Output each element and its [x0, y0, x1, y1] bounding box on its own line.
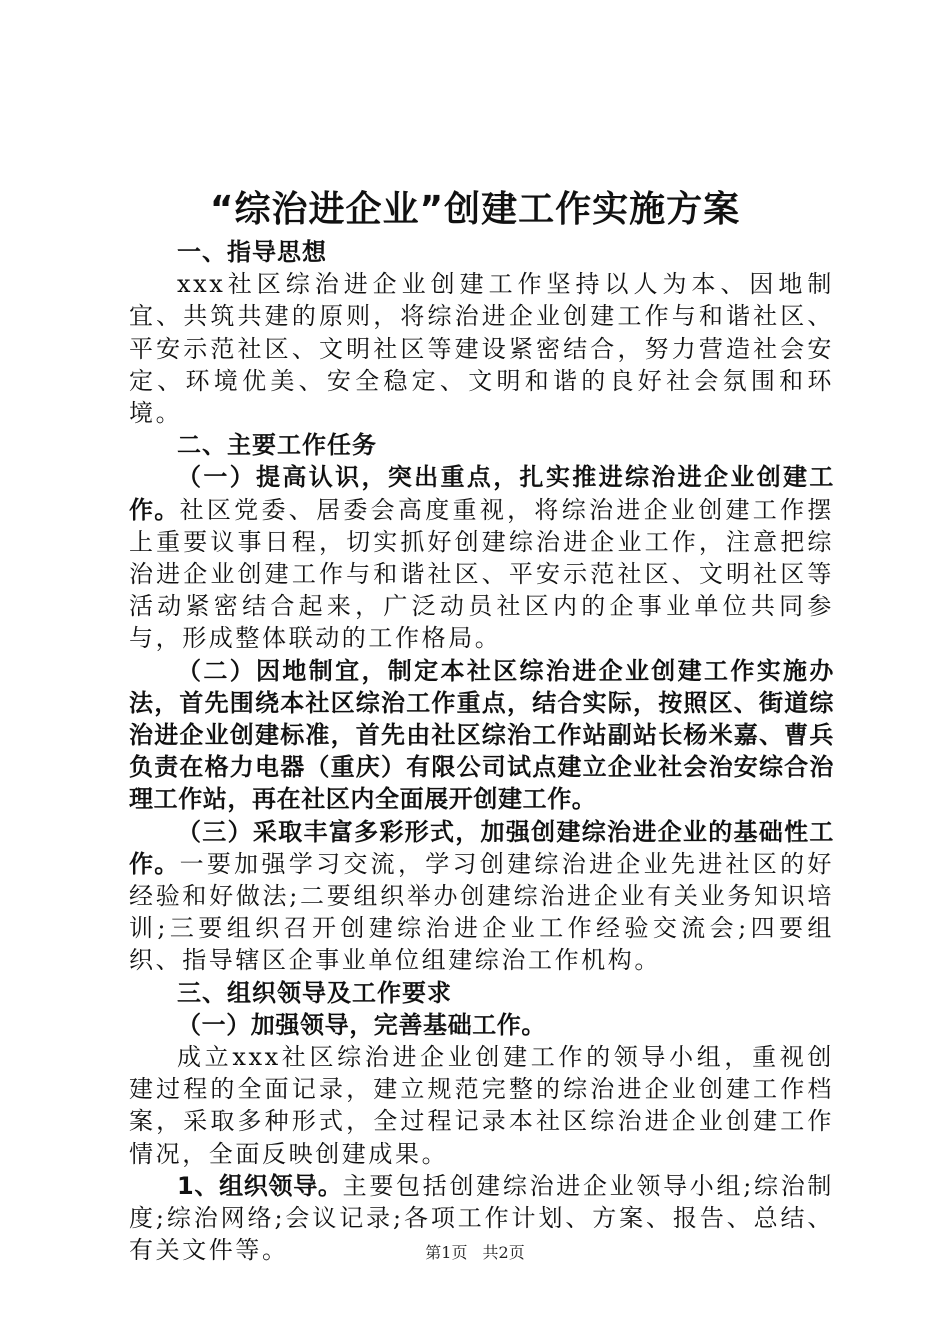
subheading-strengthen-leadership: （一）加强领导，完善基础工作。	[177, 1010, 546, 1039]
org-leadership-lead: 1、组织领导。	[177, 1171, 343, 1200]
task-3-lead: （三）采取丰富多彩形式，加强创建综治进企业的基础性工作。	[129, 817, 834, 878]
document-body	[129, 236, 834, 1267]
task-1-lead: （一）提高认识，突出重点，扎实推进综治进企业创建工作。	[129, 463, 834, 524]
document-title: “综治进企业”创建工作实施方案	[209, 189, 741, 230]
section-heading-main-tasks: 二、主要工作任务	[177, 431, 377, 460]
paragraph-leadership-group: 成立xxx社区综治进企业创建工作的领导小组，重视创建过程的全面记录，建立规范完整的综治进企业创建工作档案，采取多种形式，全过程记录本社区综治进企业创建工作情况，全面反映创建成果。	[129, 1043, 834, 1168]
paragraph-task-1	[129, 461, 834, 654]
section-heading-organization: 三、组织领导及工作要求	[177, 978, 452, 1007]
page-number-current: 第1页	[425, 1243, 468, 1262]
org-leadership-body: 主要包括创建综治进企业领导小组;综治制度;综治网络;会议记录;各项工作计划、方案、报告、总结、有关文件等。	[129, 1171, 835, 1265]
paragraph-task-2: （二）因地制宜，制定本社区综治进企业创建工作实施办法，首先围绕本社区综治工作重点，结合实际，按照区、街道综治进企业创建标准，首先由社区综治工作站副站长杨米嘉、曹兵负责在格力电器（重庆）有限公司试点建立企业社会治安综合治理工作站，再在社区内全面展开创建工作。	[129, 656, 834, 814]
task-3-body: 一要加强学习交流，学习创建综治进企业先进社区的好经验和好做法;二要组织举办创建综治进企业有关业务知识培训;三要组织召开创建综治进企业工作经验交流会;四要组织、指导辖区企事业单位组建综治工作机构。	[129, 849, 834, 975]
section-heading-guiding-ideology: 一、指导思想	[177, 238, 327, 266]
paragraph-task-3	[129, 816, 834, 977]
page-footer	[0, 1243, 950, 1263]
page-number-total: 共2页	[482, 1243, 525, 1262]
task-1-body: 社区党委、居委会高度重视，将综治进企业创建工作摆上重要议事日程，切实抓好创建综治进企业工作，注意把综治进企业创建工作与和谐社区、平安示范社区、文明社区等活动紧密结合起来，广泛动员社区内的企事业单位共同参与，形成整体联动的工作格局。	[129, 495, 834, 653]
paragraph-guiding-ideology: xxx社区综治进企业创建工作坚持以人为本、因地制宜、共筑共建的原则，将综治进企业创建工作与和谐社区、平安示范社区、文明社区等建设紧密结合，努力营造社会安定、环境优美、安全稳定、文明和谐的良好社会氛围和环境。	[129, 270, 834, 428]
